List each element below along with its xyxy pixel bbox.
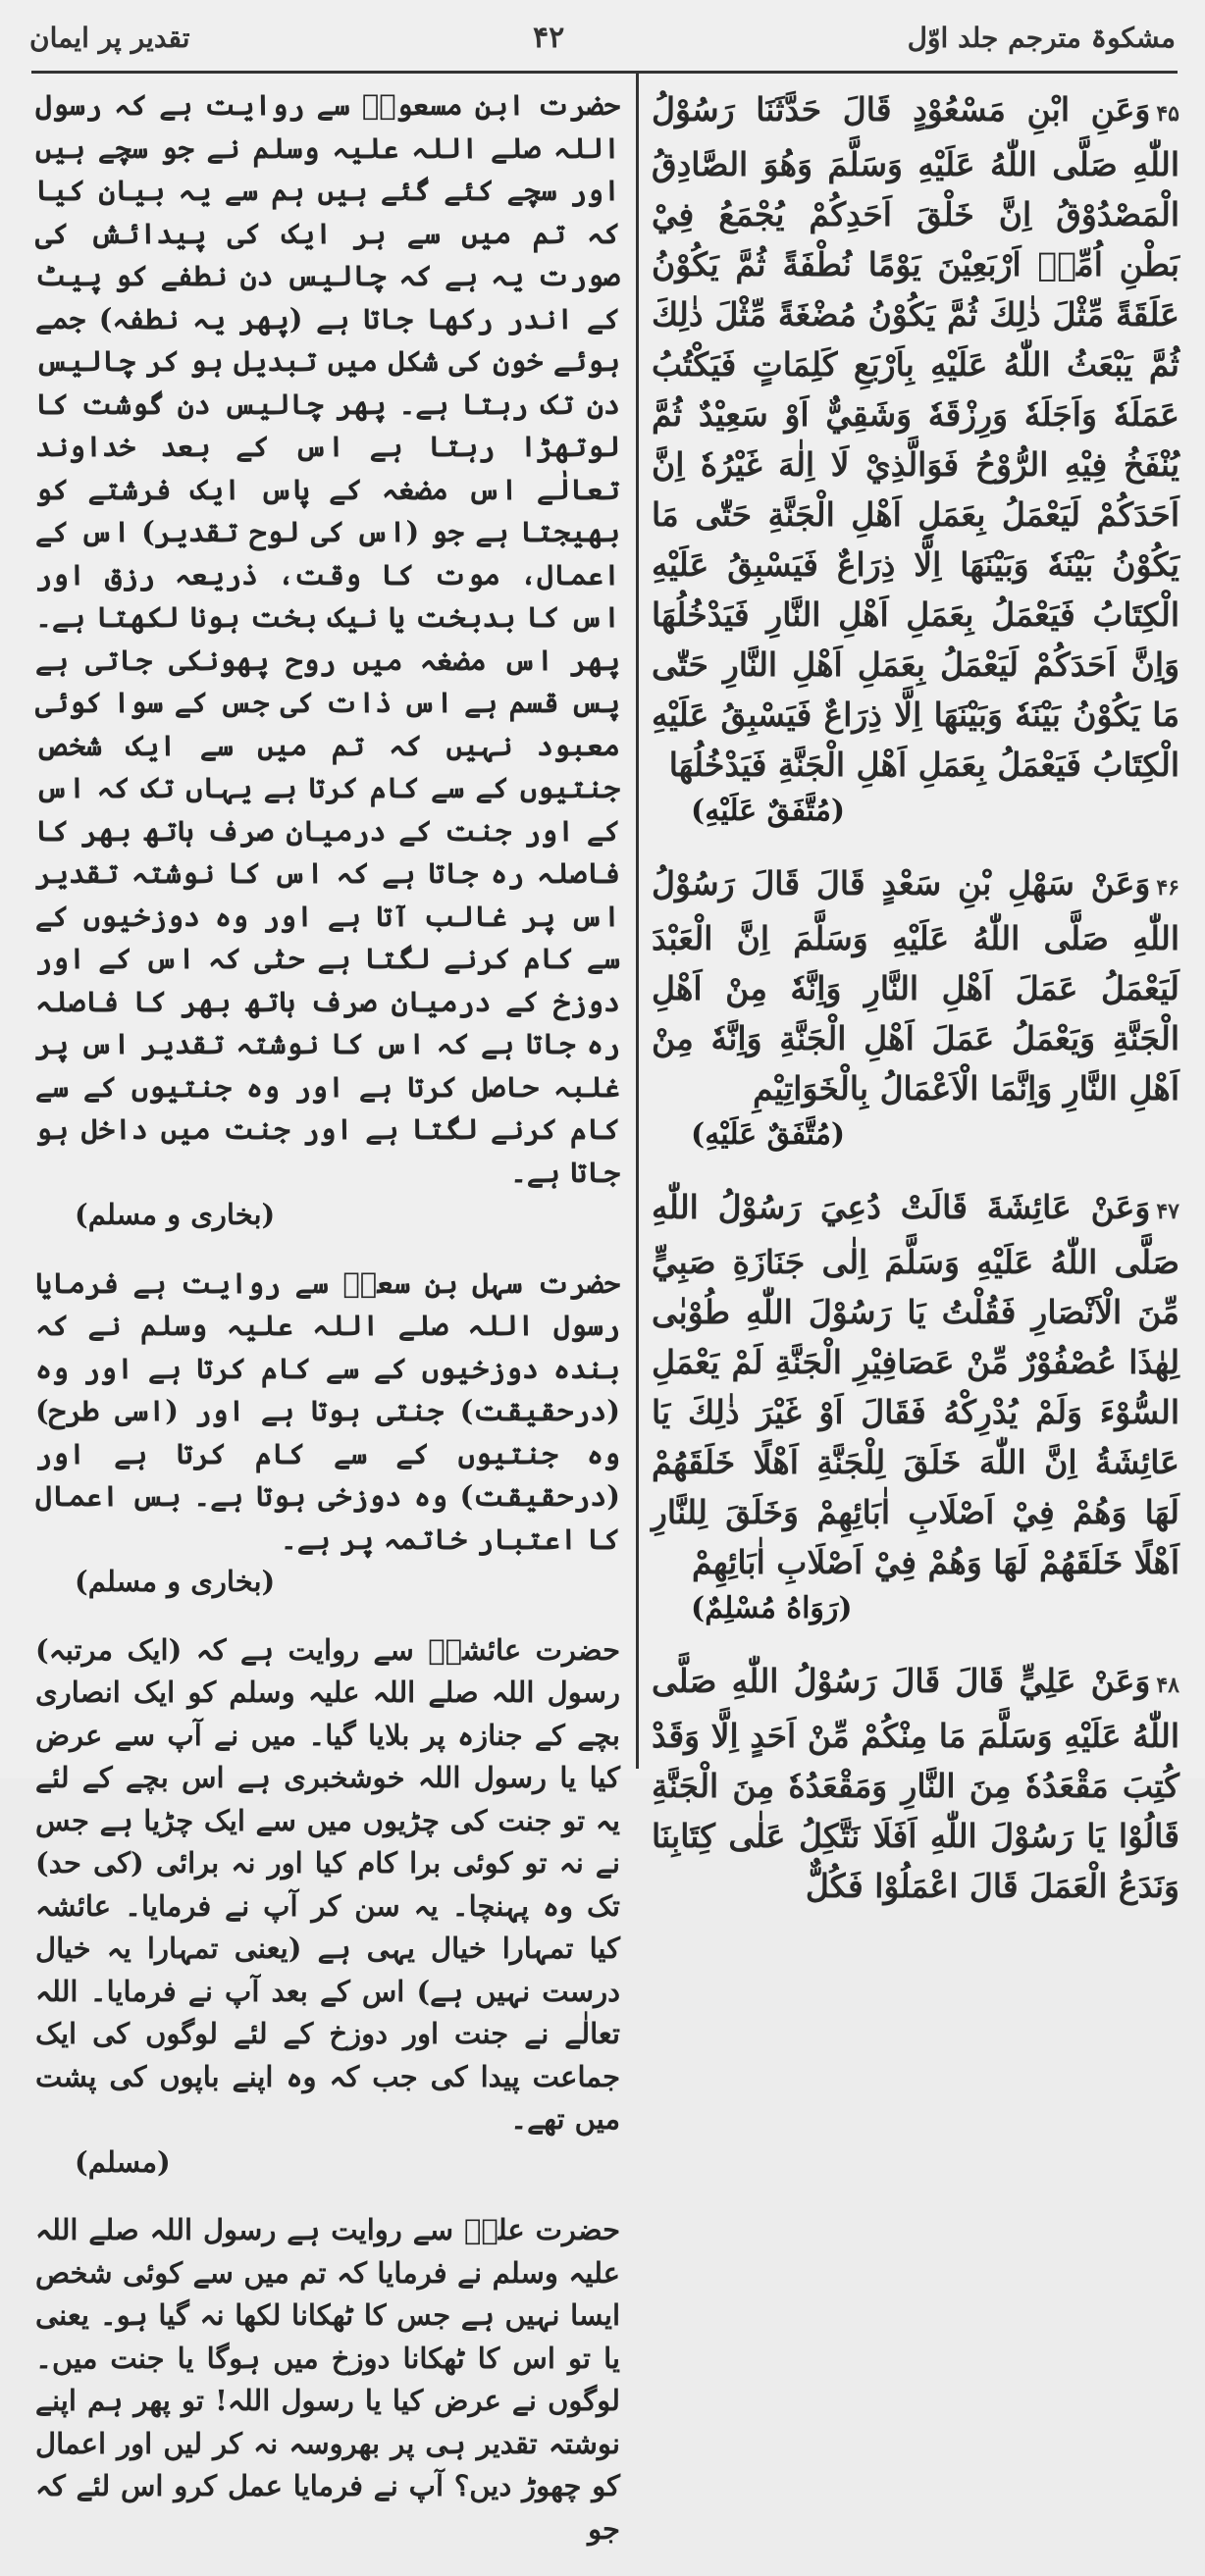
hadith-45-urdu <box>35 84 620 1237</box>
hadith-48-arabic <box>652 1656 1179 1911</box>
arabic-text: ۴۵وَعَنِ ابْنِ مَسْعُوْدٍ قَالَ حَدَّثَنَا رَسُوْلُ اللّٰهِ صَلَّى اللّٰهُ عَلَيْهِ وَسَلَّمَ وَهُوَ الصَّادِقُ الْمَصْدُوْقُ اِنَّ خَلْقَ اَحَدِكُمْ يُجْمَعُ فِيْ بَطْنِ اُمِّهٖ اَرْبَعِيْنَ يَوْمًا نُطْفَةً ثُمَّ يَكُوْنُ عَلَقَةً مِّثْلَ ذٰلِكَ ثُمَّ يَكُوْنُ مُضْغَةً مِّثْلَ ذٰلِكَ ثُمَّ يَبْعَثُ اللّٰهُ عَلَيْهِ بِاَرْبَعِ كَلِمَاتٍ فَيَكْتُبُ عَمَلَهٗ وَاَجَلَهٗ وَرِزْقَهٗ وَشَقِيٌّ اَوْ سَعِيْدٌ ثُمَّ يُنْفَخُ فِيْهِ الرُّوْحُ فَوَالَّذِيْ لَا اِلٰهَ غَيْرُهٗ اِنَّ اَحَدَكُمْ لَيَعْمَلُ بِعَمَلِ اَهْلِ الْجَنَّةِ حَتّٰى مَا يَكُوْنُ بَيْنَهٗ وَبَيْنَهَا اِلَّا ذِرَاعٌ فَيَسْبِقُ عَلَيْهِ الْكِتَابُ فَيَعْمَلُ بِعَمَلِ اَهْلِ النَّارِ فَيَدْخُلُهَا وَاِنَّ اَحَدَكُمْ لَيَعْمَلُ بِعَمَلِ اَهْلِ النَّارِ حَتّٰى مَا يَكُوْنُ بَيْنَهٗ وَبَيْنَهَا اِلَّا ذِرَاعٌ فَيَسْبِقُ عَلَيْهِ الْكِتَابُ فَيَعْمَلُ بِعَمَلِ اَهْلِ الْجَنَّةِ فَيَدْخُلُهَا <box>652 90 1179 784</box>
hadith-47-urdu <box>35 1629 620 2185</box>
hadith-number: ۴۸ <box>1156 1673 1179 1698</box>
urdu-reference: (بخاری و مسلم) <box>75 1198 276 1231</box>
arabic-text: ۴۷وَعَنْ عَائِشَةَ قَالَتْ دُعِيَ رَسُوْلُ اللّٰهِ صَلَّى اللّٰهُ عَلَيْهِ وَسَلَّمَ اِلٰى جَنَازَةِ صَبِيٍّ مِّنَ الْاَنْصَارِ فَقُلْتُ يَا رَسُوْلَ اللّٰهِ طُوْبٰى لِهٰذَا عُصْفُوْرٌ مِّنْ عَصَافِيْرِ الْجَنَّةِ لَمْ يَعْمَلِ السُّوْءَ وَلَمْ يُدْرِكْهُ فَقَالَ اَوْ غَيْرَ ذٰلِكَ يَا عَائِشَةُ اِنَّ اللّٰهَ خَلَقَ لِلْجَنَّةِ اَهْلًا خَلَقَهُمْ لَهَا وَهُمْ فِيْ اَصْلَابِ اٰبَائِهِمْ وَخَلَقَ لِلنَّارِ اَهْلًا خَلَقَهُمْ لَهَا وَهُمْ فِيْ اَصْلَابِ اٰبَائِهِمْ <box>652 1188 1179 1581</box>
column-divider <box>636 73 639 1769</box>
book-title: مشکوۃ مترجم جلد اوّل <box>907 21 1176 54</box>
hadith-48-urdu <box>35 2209 620 2550</box>
urdu-reference: (مسلم) <box>75 2144 171 2179</box>
urdu-reference: (بخاری و مسلم) <box>75 1565 276 1598</box>
hadith-number: ۴۷ <box>1156 1199 1179 1224</box>
hadith-number: ۴۵ <box>1156 101 1179 127</box>
hadith-47-arabic <box>652 1182 1179 1630</box>
arabic-text: ۴۸وَعَنْ عَلِيٍّ قَالَ قَالَ رَسُوْلُ اللّٰهِ صَلَّى اللّٰهُ عَلَيْهِ وَسَلَّمَ مَا مِنْكُمْ مِّنْ اَحَدٍ اِلَّا وَقَدْ كُتِبَ مَقْعَدُهٗ مِنَ النَّارِ وَمَقْعَدُهٗ مِنَ الْجَنَّةِ قَالُوْا يَا رَسُوْلَ اللّٰهِ اَفَلَا نَتَّكِلُ عَلٰى كِتَابِنَا وَنَدَعُ الْعَمَلَ قَالَ اعْمَلُوْا فَكُلٌّ <box>652 1662 1179 1905</box>
page-header <box>29 8 1176 67</box>
hadith-46-urdu <box>35 1262 620 1604</box>
urdu-text: حضرت عائشہؓ سے روایت ہے کہ (ایک مرتبہ) رسول اللہ صلے اللہ علیہ وسلم کو ایک انصاری بچے کے جنازہ پر بلایا گیا۔ میں نے آپ سے عرض کیا یا رسول اللہ خوشخبری ہے اس بچے کے لئے یہ تو جنت کی چڑیوں میں سے ایک چڑیا ہے جس نے نہ تو کوئی برا کام کیا اور نہ برائی (کی حد) تک وہ پہنچا۔ یہ سن کر آپ نے فرمایا۔ عائشہ کیا تمہارا خیال یہی ہے (یعنی تمہارا یہ خیال درست نہیں ہے) اس کے بعد آپ نے فرمایا۔ اللہ تعالٰے نے جنت اور دوزخ کے لئے لوگوں کی ایک جماعت پیدا کی جب کہ وہ اپنے باپوں کی پشت میں تھے۔ <box>35 1632 620 2136</box>
urdu-text: حضرت سہل بن سعدؓ سے روایت ہے فرمایا رسول اللہ صلے اللہ علیہ وسلم نے کہ بندہ دوزخیوں کے سے کام کرتا ہے اور وہ (درحقیقت) جنتی ہوتا ہے اور (اسی طرح) وہ جنتیوں کے سے کام کرتا ہے اور (درحقیقت) وہ دوزخی ہوتا ہے۔ بس اعمال کا اعتبار خاتمہ پر ہے۔ <box>35 1265 620 1556</box>
urdu-text: حضرت ابن مسعودؓ سے روایت ہے کہ رسول اللہ صلے اللہ علیہ وسلم نے جو سچے ہیں اور سچے کئے گئے ہیں ہم سے یہ بیان کیا کہ تم میں سے ہر ایک کی پیدائش کی صورت یہ ہے کہ چالیس دن نطفے کو پیٹ کے اندر رکھا جاتا ہے (پھر یہ نطفہ) جمے ہوئے خون کی شکل میں تبدیل ہو کر چالیس دن تک رہتا ہے۔ پھر چالیس دن گوشت کا لوتھڑا رہتا ہے اس کے بعد خداوند تعالٰے اس مضغہ کے پاس ایک فرشتے کو بھیجتا ہے جو (اس کی لوح تقدیر) اس کے اعمال، موت کا وقت، ذریعہ رزق اور اس کا بدبخت یا نیک بخت ہونا لکھتا ہے۔ پھر اس مضغہ میں روح پھونکی جاتی ہے پس قسم ہے اس ذات کی جس کے سوا کوئی معبود نہیں کہ تم میں سے ایک شخص جنتیوں کے سے کام کرتا ہے یہاں تک کہ اس کے اور جنت کے درمیان صرف ہاتھ بھر کا فاصلہ رہ جاتا ہے کہ اس کا نوشتہ تقدیر اس پر غالب آتا ہے اور وہ دوزخیوں کے سے کام کرنے لگتا ہے حتٰی کہ اس کے اور دوزخ کے درمیان صرف ہاتھ بھر کا فاصلہ رہ جاتا ہے کہ اس کا نوشتہ تقدیر اس پر غلبہ حاصل کرتا ہے اور وہ جنتیوں کے سے کام کرنے لگتا ہے اور جنت میں داخل ہو جاتا ہے۔ <box>35 88 620 1189</box>
hadith-number: ۴۶ <box>1156 875 1179 901</box>
arabic-text: ۴۶وَعَنْ سَهْلِ بْنِ سَعْدٍ قَالَ قَالَ رَسُوْلُ اللّٰهِ صَلَّى اللّٰهُ عَلَيْهِ وَسَلَّمَ اِنَّ الْعَبْدَ لَيَعْمَلُ عَمَلَ اَهْلِ النَّارِ وَاِنَّهٗ مِنْ اَهْلِ الْجَنَّةِ وَيَعْمَلُ عَمَلَ اَهْلِ الْجَنَّةِ وَاِنَّهٗ مِنْ اَهْلِ النَّارِ وَاِنَّمَا الْاَعْمَالُ بِالْخَوَاتِيْمِ <box>652 864 1179 1108</box>
urdu-text: حضرت علیؓ سے روایت ہے رسول اللہ صلے اللہ علیہ وسلم نے فرمایا کہ تم میں سے کوئی شخص ایسا نہیں ہے جس کا ٹھکانا لکھا نہ گیا ہو۔ یعنی یا تو اس کا ٹھکانا دوزخ میں ہوگا یا جنت میں۔ لوگوں نے عرض کیا یا رسول اللہ! تو پھر ہم اپنے نوشتہ تقدیر ہی پر بھروسہ نہ کر لیں اور اعمال کو چھوڑ دیں؟ آپ نے فرمایا عمل کرو اس لئے کہ جو <box>35 2213 620 2546</box>
header-rule <box>31 71 1178 74</box>
hadith-reference: (رَوَاهُ مُسْلِمٌ) <box>691 1591 853 1625</box>
hadith-45-arabic <box>652 84 1179 833</box>
chapter-title: تقدیر پر ایمان <box>29 21 190 54</box>
hadith-46-arabic <box>652 858 1179 1157</box>
arabic-column <box>652 84 1179 1936</box>
hadith-reference: (مُتَّفَقٌ عَلَيْهِ) <box>691 794 846 828</box>
hadith-reference: (مُتَّفَقٌ عَلَيْهِ) <box>691 1117 846 1152</box>
urdu-column <box>35 84 620 2576</box>
page-number: ۴۲ <box>532 20 565 55</box>
